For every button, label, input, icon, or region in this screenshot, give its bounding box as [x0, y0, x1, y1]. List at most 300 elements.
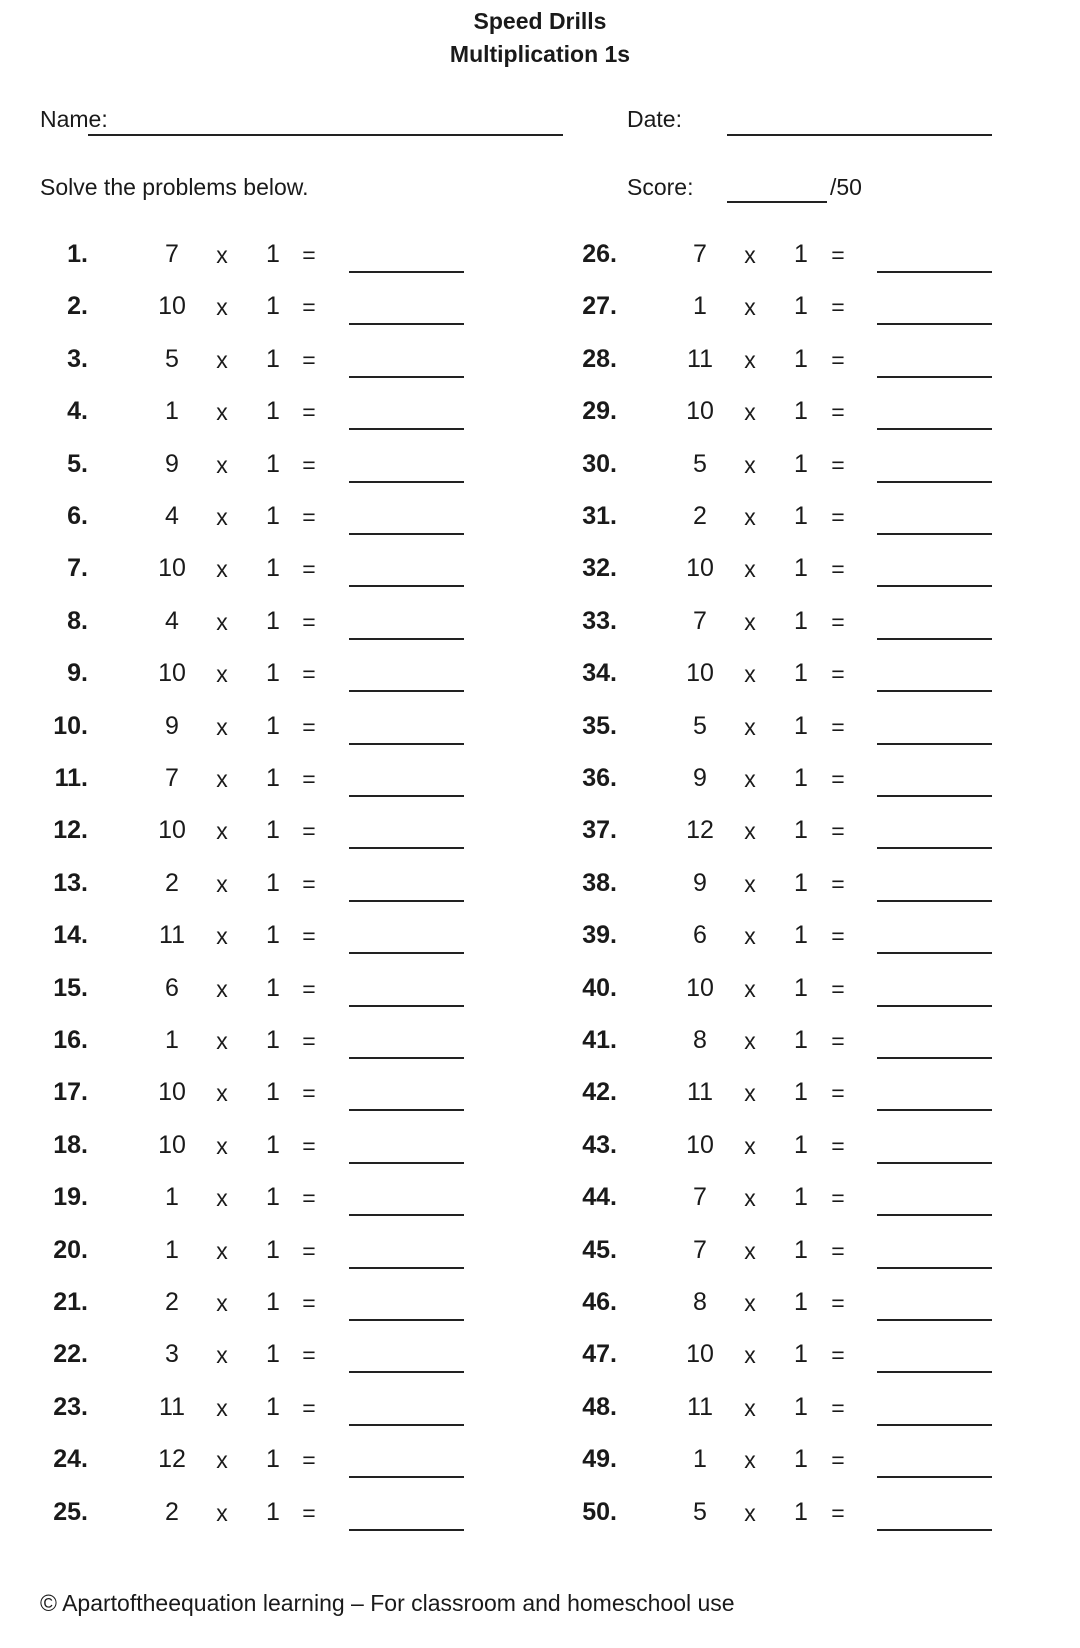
equals-sign: =	[302, 661, 316, 688]
operand-a: 1	[693, 1445, 707, 1474]
problem-number: 1.	[67, 240, 88, 268]
times-sign: x	[744, 1290, 756, 1316]
problem-number: 6.	[67, 502, 88, 530]
equals-sign: =	[831, 1185, 845, 1212]
operand-a: 1	[693, 292, 707, 321]
times-sign: x	[744, 766, 756, 792]
problem-number: 30.	[582, 449, 617, 478]
operand-a: 1	[165, 1183, 179, 1212]
operand-b: 1	[266, 1235, 280, 1264]
name-field-line[interactable]	[88, 134, 563, 136]
times-sign: x	[216, 661, 228, 688]
answer-blank[interactable]	[349, 585, 464, 587]
times-sign: x	[216, 608, 228, 635]
problem-number: 3.	[67, 344, 88, 373]
operand-a: 11	[687, 1078, 713, 1107]
operand-a: 2	[165, 868, 179, 897]
answer-blank[interactable]	[877, 428, 992, 430]
operand-a: 11	[687, 1392, 713, 1421]
operand-a: 10	[686, 1130, 714, 1159]
answer-blank[interactable]	[349, 1109, 464, 1111]
times-sign: x	[744, 1132, 756, 1159]
equals-sign: =	[831, 1237, 845, 1264]
operand-a: 10	[158, 816, 186, 845]
operand-b: 1	[266, 921, 280, 950]
problem-number: 47.	[582, 1340, 617, 1369]
equals-sign: =	[302, 556, 316, 583]
equals-sign: =	[302, 923, 316, 950]
equals-sign: =	[831, 661, 845, 688]
times-sign: x	[744, 346, 756, 373]
answer-blank[interactable]	[877, 690, 992, 692]
operand-a: 1	[165, 1235, 179, 1264]
times-sign: x	[744, 399, 756, 426]
answer-blank[interactable]	[877, 376, 992, 378]
answer-blank[interactable]	[877, 1214, 992, 1216]
answer-blank[interactable]	[877, 952, 992, 954]
times-sign: x	[744, 975, 756, 1002]
equals-sign: =	[302, 1237, 316, 1264]
problem-number: 15.	[53, 973, 88, 1002]
answer-blank[interactable]	[349, 1319, 464, 1321]
equals-sign: =	[302, 713, 316, 740]
operand-b: 1	[794, 1392, 808, 1421]
date-field-line[interactable]	[727, 134, 992, 136]
problem-number: 10.	[53, 711, 88, 740]
problem-number: 43.	[582, 1130, 617, 1159]
equals-sign: =	[831, 975, 845, 1002]
operand-b: 1	[266, 868, 280, 897]
problem-number: 18.	[53, 1130, 88, 1159]
problem-number: 28.	[582, 344, 617, 373]
operand-b: 1	[266, 397, 280, 426]
equals-sign: =	[302, 818, 316, 845]
score-total: /50	[830, 174, 862, 200]
operand-b: 1	[794, 554, 808, 583]
problem-number: 2.	[67, 292, 88, 321]
operand-b: 1	[794, 502, 808, 530]
equals-sign: =	[831, 870, 845, 897]
score-field-line[interactable]	[727, 201, 827, 203]
operand-b: 1	[266, 344, 280, 373]
equals-sign: =	[831, 399, 845, 426]
operand-b: 1	[266, 816, 280, 845]
equals-sign: =	[302, 1185, 316, 1212]
problem-number: 26.	[582, 240, 617, 268]
operand-a: 11	[159, 921, 185, 950]
operand-a: 10	[158, 292, 186, 321]
operand-b: 1	[794, 1235, 808, 1264]
times-sign: x	[216, 818, 228, 845]
operand-a: 7	[693, 240, 707, 268]
operand-b: 1	[794, 397, 808, 426]
answer-blank[interactable]	[349, 533, 464, 535]
operand-a: 5	[693, 711, 707, 740]
operand-b: 1	[266, 240, 280, 268]
problem-number: 20.	[53, 1235, 88, 1264]
equals-sign: =	[831, 1447, 845, 1474]
equals-sign: =	[302, 294, 316, 321]
equals-sign: =	[302, 1080, 316, 1107]
problem-number: 34.	[582, 659, 617, 688]
problem-number: 19.	[53, 1183, 88, 1212]
operand-b: 1	[794, 1130, 808, 1159]
equals-sign: =	[831, 1394, 845, 1421]
equals-sign: =	[831, 766, 845, 792]
problem-number: 27.	[582, 292, 617, 321]
operand-b: 1	[266, 606, 280, 635]
equals-sign: =	[831, 1028, 845, 1054]
times-sign: x	[744, 294, 756, 321]
operand-a: 9	[693, 868, 707, 897]
operand-b: 1	[794, 1026, 808, 1054]
times-sign: x	[744, 1342, 756, 1369]
answer-blank[interactable]	[349, 323, 464, 325]
answer-blank[interactable]	[877, 900, 992, 902]
date-label: Date:	[627, 106, 682, 132]
times-sign: x	[744, 556, 756, 583]
operand-b: 1	[794, 711, 808, 740]
answer-blank[interactable]	[349, 1267, 464, 1269]
answer-blank[interactable]	[349, 271, 464, 273]
operand-b: 1	[794, 606, 808, 635]
operand-a: 5	[693, 1497, 707, 1526]
score-label: Score:	[627, 174, 694, 200]
operand-b: 1	[266, 292, 280, 321]
problem-number: 7.	[67, 554, 88, 583]
name-label: Name:	[40, 106, 108, 132]
operand-a: 4	[165, 502, 179, 530]
answer-blank[interactable]	[349, 795, 464, 797]
equals-sign: =	[302, 1499, 316, 1526]
operand-a: 2	[165, 1288, 179, 1316]
problem-number: 42.	[582, 1078, 617, 1107]
equals-sign: =	[302, 608, 316, 635]
problem-number: 12.	[53, 816, 88, 845]
equals-sign: =	[831, 242, 845, 268]
answer-blank[interactable]	[349, 952, 464, 954]
operand-b: 1	[266, 1130, 280, 1159]
operand-b: 1	[794, 816, 808, 845]
operand-b: 1	[794, 973, 808, 1002]
times-sign: x	[744, 1237, 756, 1264]
operand-a: 10	[158, 1130, 186, 1159]
operand-b: 1	[266, 1026, 280, 1054]
operand-a: 12	[158, 1445, 186, 1474]
times-sign: x	[744, 1185, 756, 1212]
times-sign: x	[744, 1499, 756, 1526]
times-sign: x	[216, 1080, 228, 1107]
equals-sign: =	[831, 608, 845, 635]
problem-number: 39.	[582, 921, 617, 950]
answer-blank[interactable]	[877, 1267, 992, 1269]
operand-b: 1	[266, 1288, 280, 1316]
problem-number: 5.	[67, 449, 88, 478]
operand-a: 1	[165, 397, 179, 426]
answer-blank[interactable]	[349, 1476, 464, 1478]
problem-number: 13.	[53, 868, 88, 897]
times-sign: x	[744, 923, 756, 950]
equals-sign: =	[302, 1342, 316, 1369]
equals-sign: =	[302, 975, 316, 1002]
operand-b: 1	[266, 449, 280, 478]
answer-blank[interactable]	[877, 585, 992, 587]
equals-sign: =	[302, 504, 316, 530]
equals-sign: =	[831, 1132, 845, 1159]
operand-b: 1	[266, 502, 280, 530]
times-sign: x	[216, 556, 228, 583]
equals-sign: =	[831, 1290, 845, 1316]
times-sign: x	[744, 1028, 756, 1054]
operand-b: 1	[794, 1445, 808, 1474]
operand-b: 1	[794, 1183, 808, 1212]
problem-number: 32.	[582, 554, 617, 583]
times-sign: x	[216, 242, 228, 268]
operand-a: 10	[686, 973, 714, 1002]
answer-blank[interactable]	[877, 1005, 992, 1007]
problem-number: 4.	[67, 397, 88, 426]
equals-sign: =	[831, 713, 845, 740]
problem-number: 33.	[582, 606, 617, 635]
times-sign: x	[744, 661, 756, 688]
times-sign: x	[744, 818, 756, 845]
times-sign: x	[216, 1237, 228, 1264]
operand-b: 1	[794, 1340, 808, 1369]
times-sign: x	[216, 766, 228, 792]
times-sign: x	[216, 1132, 228, 1159]
equals-sign: =	[831, 346, 845, 373]
answer-blank[interactable]	[349, 1424, 464, 1426]
equals-sign: =	[831, 923, 845, 950]
problem-number: 44.	[582, 1183, 617, 1212]
answer-blank[interactable]	[349, 1162, 464, 1164]
answer-blank[interactable]	[877, 1057, 992, 1059]
equals-sign: =	[831, 294, 845, 321]
answer-blank[interactable]	[877, 795, 992, 797]
answer-blank[interactable]	[349, 638, 464, 640]
problem-number: 36.	[582, 764, 617, 792]
equals-sign: =	[302, 242, 316, 268]
operand-a: 7	[693, 1183, 707, 1212]
operand-b: 1	[266, 1183, 280, 1212]
operand-b: 1	[266, 554, 280, 583]
operand-a: 11	[687, 344, 713, 373]
equals-sign: =	[302, 870, 316, 897]
times-sign: x	[744, 1447, 756, 1474]
answer-blank[interactable]	[877, 1162, 992, 1164]
operand-a: 7	[693, 606, 707, 635]
operand-b: 1	[266, 1392, 280, 1421]
problem-number: 45.	[582, 1235, 617, 1264]
problem-number: 23.	[53, 1392, 88, 1421]
answer-blank[interactable]	[877, 1109, 992, 1111]
equals-sign: =	[302, 766, 316, 792]
operand-b: 1	[266, 1445, 280, 1474]
operand-a: 10	[686, 1340, 714, 1369]
answer-blank[interactable]	[349, 1057, 464, 1059]
times-sign: x	[744, 608, 756, 635]
answer-blank[interactable]	[877, 1424, 992, 1426]
equals-sign: =	[302, 1394, 316, 1421]
answer-blank[interactable]	[877, 323, 992, 325]
operand-a: 7	[165, 764, 179, 792]
operand-a: 9	[693, 764, 707, 792]
times-sign: x	[216, 1185, 228, 1212]
operand-b: 1	[794, 1078, 808, 1107]
answer-blank[interactable]	[877, 1476, 992, 1478]
problem-number: 46.	[582, 1288, 617, 1316]
problem-number: 38.	[582, 868, 617, 897]
times-sign: x	[744, 870, 756, 897]
operand-b: 1	[794, 764, 808, 792]
times-sign: x	[744, 451, 756, 478]
answer-blank[interactable]	[349, 428, 464, 430]
answer-blank[interactable]	[877, 847, 992, 849]
times-sign: x	[744, 713, 756, 740]
problem-number: 11.	[54, 764, 88, 792]
problem-number: 24.	[53, 1445, 88, 1474]
answer-blank[interactable]	[349, 1005, 464, 1007]
page-title: Speed Drills	[473, 8, 607, 34]
times-sign: x	[216, 1028, 228, 1054]
equals-sign: =	[302, 1132, 316, 1159]
problem-number: 9.	[67, 659, 88, 688]
equals-sign: =	[831, 1342, 845, 1369]
equals-sign: =	[831, 556, 845, 583]
answer-blank[interactable]	[877, 1319, 992, 1321]
times-sign: x	[216, 1499, 228, 1526]
equals-sign: =	[302, 399, 316, 426]
operand-a: 10	[686, 659, 714, 688]
problem-number: 8.	[67, 606, 88, 635]
operand-b: 1	[794, 449, 808, 478]
operand-b: 1	[266, 1497, 280, 1526]
problem-number: 40.	[582, 973, 617, 1002]
operand-a: 8	[693, 1288, 707, 1316]
operand-a: 10	[158, 554, 186, 583]
times-sign: x	[744, 504, 756, 530]
times-sign: x	[744, 1394, 756, 1421]
answer-blank[interactable]	[349, 900, 464, 902]
answer-blank[interactable]	[877, 481, 992, 483]
answer-blank[interactable]	[349, 1371, 464, 1373]
equals-sign: =	[302, 451, 316, 478]
times-sign: x	[216, 294, 228, 321]
answer-blank[interactable]	[877, 533, 992, 535]
operand-a: 8	[693, 1026, 707, 1054]
answer-blank[interactable]	[349, 376, 464, 378]
problem-number: 17.	[53, 1078, 88, 1107]
operand-a: 1	[165, 1026, 179, 1054]
equals-sign: =	[302, 346, 316, 373]
times-sign: x	[216, 1394, 228, 1421]
answer-blank[interactable]	[877, 638, 992, 640]
times-sign: x	[744, 242, 756, 268]
operand-a: 10	[158, 659, 186, 688]
answer-blank[interactable]	[349, 743, 464, 745]
times-sign: x	[216, 1342, 228, 1369]
answer-blank[interactable]	[349, 1529, 464, 1531]
answer-blank[interactable]	[349, 481, 464, 483]
answer-blank[interactable]	[349, 847, 464, 849]
operand-a: 11	[159, 1392, 185, 1421]
answer-blank[interactable]	[349, 1214, 464, 1216]
operand-b: 1	[794, 344, 808, 373]
operand-a: 10	[158, 1078, 186, 1107]
problem-number: 25.	[53, 1497, 88, 1526]
times-sign: x	[744, 1080, 756, 1107]
operand-a: 10	[686, 397, 714, 426]
operand-a: 5	[693, 449, 707, 478]
equals-sign: =	[831, 504, 845, 530]
operand-b: 1	[266, 1340, 280, 1369]
equals-sign: =	[302, 1290, 316, 1316]
problem-number: 14.	[53, 921, 88, 950]
operand-a: 3	[165, 1340, 179, 1369]
times-sign: x	[216, 451, 228, 478]
operand-a: 6	[693, 921, 707, 950]
operand-a: 7	[165, 240, 179, 268]
problem-number: 50.	[582, 1497, 617, 1526]
equals-sign: =	[831, 451, 845, 478]
operand-a: 9	[165, 449, 179, 478]
operand-a: 6	[165, 973, 179, 1002]
operand-b: 1	[794, 659, 808, 688]
operand-b: 1	[266, 764, 280, 792]
equals-sign: =	[302, 1028, 316, 1054]
operand-b: 1	[794, 1497, 808, 1526]
operand-b: 1	[266, 973, 280, 1002]
problem-number: 35.	[582, 711, 617, 740]
equals-sign: =	[831, 818, 845, 845]
problem-number: 31.	[582, 502, 617, 530]
answer-blank[interactable]	[877, 1529, 992, 1531]
equals-sign: =	[831, 1499, 845, 1526]
times-sign: x	[216, 713, 228, 740]
times-sign: x	[216, 1447, 228, 1474]
problem-number: 49.	[582, 1445, 617, 1474]
operand-a: 9	[165, 711, 179, 740]
problem-number: 37.	[582, 816, 617, 845]
answer-blank[interactable]	[877, 271, 992, 273]
operand-b: 1	[266, 659, 280, 688]
times-sign: x	[216, 399, 228, 426]
operand-a: 4	[165, 606, 179, 635]
problem-number: 48.	[582, 1392, 617, 1421]
operand-a: 2	[165, 1497, 179, 1526]
equals-sign: =	[831, 1080, 845, 1107]
times-sign: x	[216, 975, 228, 1002]
operand-a: 2	[693, 502, 707, 530]
operand-a: 10	[686, 554, 714, 583]
answer-blank[interactable]	[877, 1371, 992, 1373]
operand-a: 7	[693, 1235, 707, 1264]
problem-number: 29.	[582, 397, 617, 426]
answer-blank[interactable]	[877, 743, 992, 745]
operand-a: 5	[165, 344, 179, 373]
operand-b: 1	[266, 1078, 280, 1107]
answer-blank[interactable]	[349, 690, 464, 692]
operand-b: 1	[794, 292, 808, 321]
page-subtitle: Multiplication 1s	[449, 41, 631, 67]
equals-sign: =	[302, 1447, 316, 1474]
problem-number: 21.	[53, 1288, 88, 1316]
times-sign: x	[216, 923, 228, 950]
operand-a: 12	[686, 816, 714, 845]
operand-b: 1	[794, 240, 808, 268]
times-sign: x	[216, 504, 228, 530]
instruction-text: Solve the problems below.	[40, 174, 309, 200]
